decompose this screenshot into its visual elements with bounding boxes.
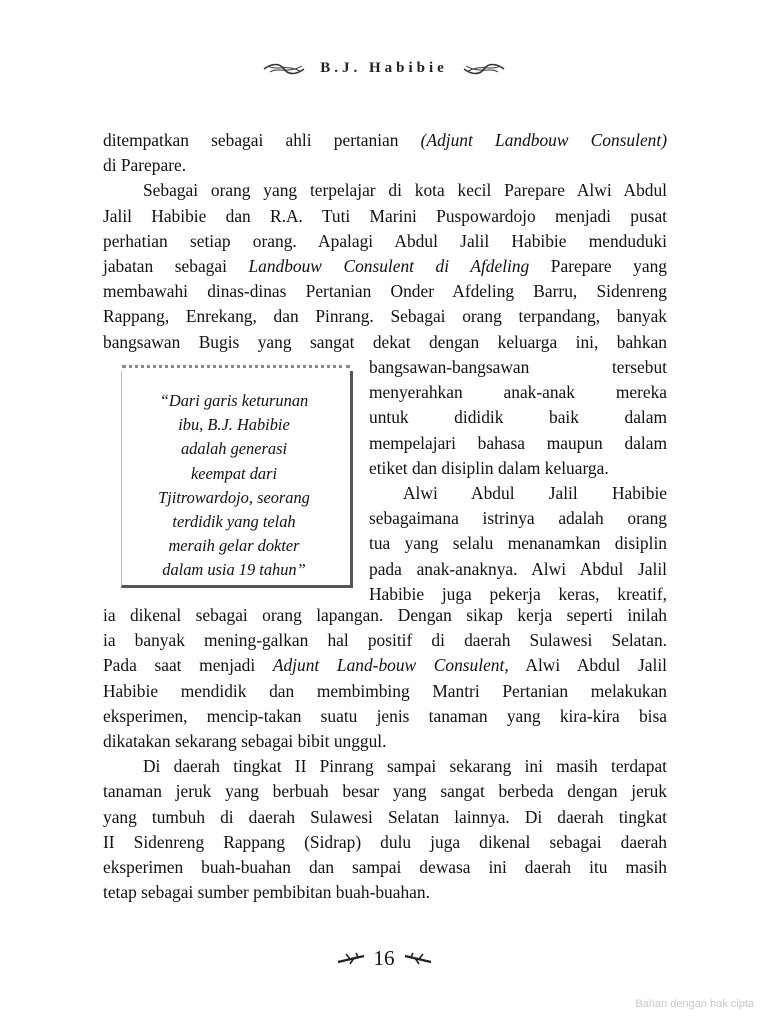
text-line [103,779,667,804]
italic-term: Landbouw Consulent di Afdeling [248,256,530,277]
text-line [103,229,667,254]
text-segment: tua yang selalu menanamkan disiplin [369,533,667,554]
text-line [369,481,667,506]
text-line [103,704,667,729]
text-segment: etiket dan disiplin dalam keluarga. [369,457,609,478]
leaf-ornament-icon [336,952,366,966]
body-text-bottom [103,603,667,905]
text-segment: Di daerah tingkat II Pinrang sampai sekarang ini masih terdapat [143,756,667,777]
text-line [103,279,667,304]
text-segment: sebagaimana istrinya adalah orang [369,508,667,529]
pull-quote-line: dalam usia 19 tahun” [162,560,306,580]
text-line [103,330,667,355]
pull-quote-dotted-border [122,365,350,368]
text-segment: Parepare yang [529,256,667,277]
text-segment: Habibie mendidik dan membimbing Mantri Pertanian melakukan [103,680,667,701]
text-segment: dikatakan sekarang sebagai bibit unggul. [103,731,387,752]
text-segment: mempelajari bahasa maupun dalam [369,432,667,453]
text-line [369,431,667,456]
body-text-beside-quote [369,355,667,607]
text-segment: II Sidenreng Rappang (Sidrap) dulu juga dikenal sebagai daerah [103,831,667,852]
pull-quote-line: meraih gelar dokter [168,536,300,556]
text-line [103,805,667,830]
text-segment: yang tumbuh di daerah Sulawesi Selatan lainnya. Di daerah tingkat [103,806,667,827]
pull-quote-box [121,371,353,588]
header-title: B.J. Habibie [320,60,448,76]
running-header [0,60,768,77]
text-segment: bangsawan Bugis yang sangat dekat dengan keluarga ini, bahkan [103,331,667,352]
text-line [369,506,667,531]
page-footer [0,946,768,971]
text-line [103,603,667,628]
text-segment: tanaman jeruk yang berbuah besar yang sangat berbeda dengan jeruk [103,781,667,802]
text-segment: eksperimen, mencip-takan suatu jenis tanaman yang kira-kira bisa [103,705,667,726]
text-segment: ia banyak mening-galkan hal positif di daerah Sulawesi Selatan. [103,630,667,651]
pull-quote-line: terdidik yang telah [172,512,296,532]
text-segment: Pada saat menjadi [103,655,273,676]
text-line [103,880,667,905]
text-segment: Rappang, Enrekang, dan Pinrang. Sebagai orang terpandang, banyak [103,306,667,327]
page-number: 16 [373,946,395,970]
pull-quote-line: “Dari garis keturunan [159,391,309,410]
swirl-ornament-icon [262,62,306,76]
text-segment: Alwi Abdul Jalil Habibie [403,483,667,504]
text-line [103,855,667,880]
watermark-text: Bahan dengan hak cipta [635,998,754,1010]
text-line [103,153,667,178]
text-line [369,405,667,430]
text-segment: Sebagai orang yang terpelajar di kota kecil Parepare Alwi Abdul [143,180,667,201]
text-line [369,531,667,556]
text-segment: ia dikenal sebagai orang lapangan. Dengan sikap kerja seperti inilah [103,605,667,625]
text-line [369,380,667,405]
pull-quote-line: keempat dari [190,463,278,483]
pull-quote-line: adalah generasi [180,439,288,459]
text-segment: Habibie juga pekerja keras, kreatif, [369,583,667,604]
text-segment: menyerahkan anak-anak mereka [369,382,667,403]
text-line [103,178,667,203]
text-line [103,653,667,678]
leaf-ornament-icon [403,952,433,966]
text-line [103,679,667,704]
text-line [369,456,667,481]
text-line [103,204,667,229]
text-line [103,628,667,653]
text-segment: membawahi dinas-dinas Pertanian Onder Afdeling Barru, Sidenreng [103,281,667,302]
text-segment: tetap sebagai sumber pembibitan buah-buahan. [103,882,430,903]
text-segment: perhatian setiap orang. Apalagi Abdul Jalil Habibie menduduki [103,230,667,251]
text-segment: Alwi Abdul Jalil [508,655,667,676]
text-line [369,557,667,582]
text-segment: pada anak-anaknya. Alwi Abdul Jalil [369,558,667,579]
text-line [103,304,667,329]
text-line [103,754,667,779]
pull-quote-line: ibu, B.J. Habibie [178,415,290,435]
pull-quote-line: Tjitrowardojo, seorang [158,487,310,507]
text-segment: bangsawan-bangsawan tersebut [369,357,667,377]
text-segment: Jalil Habibie dan R.A. Tuti Marini Puspowardojo menjadi pusat [103,205,667,226]
text-segment: di Parepare. [103,155,187,176]
body-text-top [103,128,667,355]
pull-quote-text [128,389,340,583]
text-line [103,128,667,153]
text-segment: eksperimen buah-buahan dan sampai dewasa ini daerah itu masih [103,857,667,878]
italic-term: Adjunt Land-bouw Consulent, [272,655,509,676]
text-segment: jabatan sebagai [103,256,249,277]
text-line [103,254,667,279]
text-line [103,729,667,754]
text-line [369,355,667,380]
text-segment: ditempatkan sebagai ahli pertanian [103,130,421,150]
text-line [103,830,667,855]
italic-term: (Adjunt Landbouw Consulent) [420,130,667,150]
swirl-ornament-icon [462,62,506,76]
text-segment: untuk dididik baik dalam [369,407,667,428]
